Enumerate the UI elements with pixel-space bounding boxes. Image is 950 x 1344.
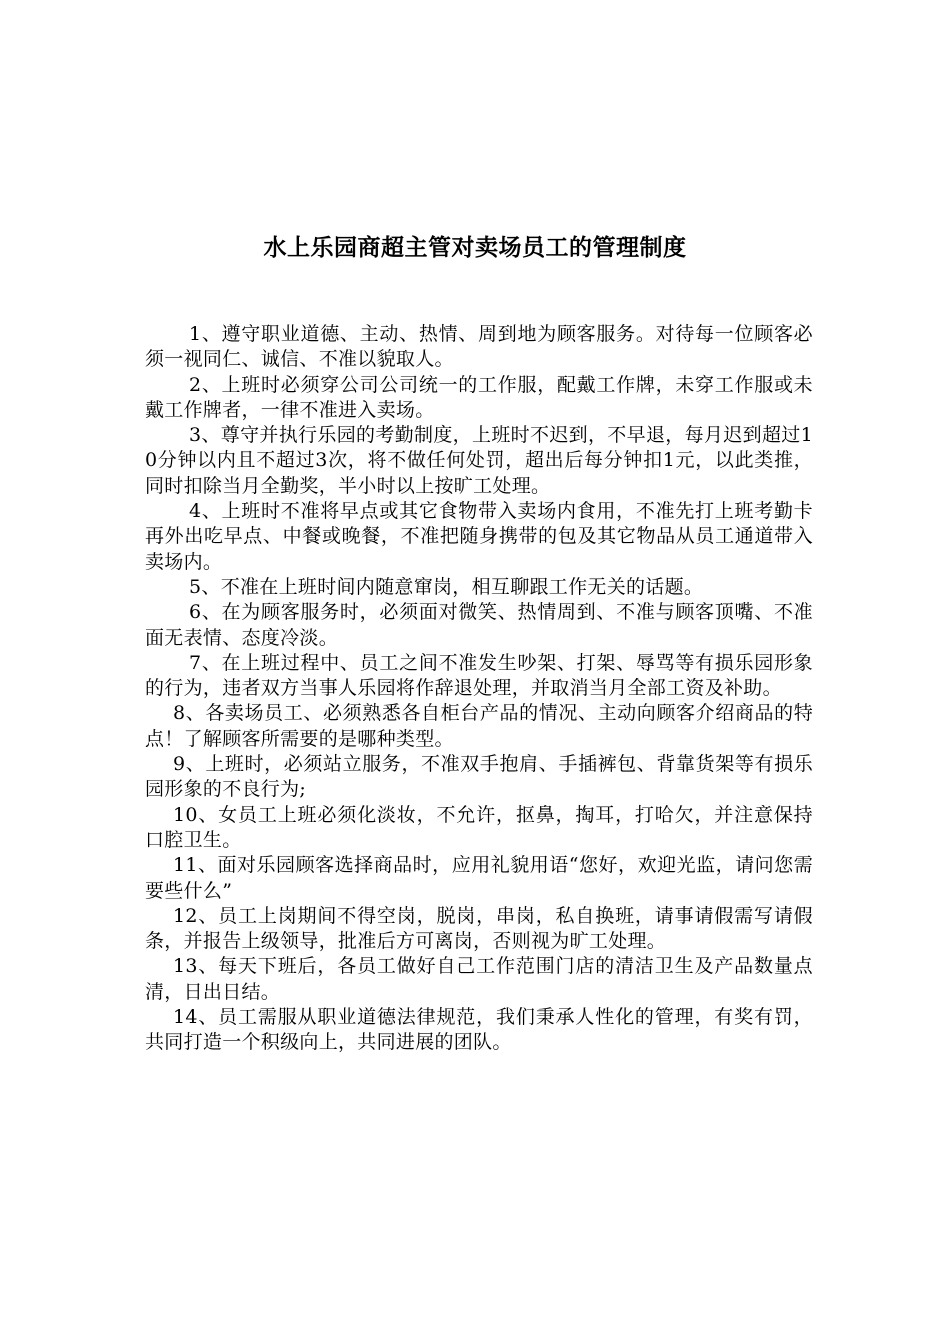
document-title: 水上乐园商超主管对卖场员工的管理制度 <box>263 235 687 261</box>
rule-paragraph-6: 6、在为顾客服务时，必须面对微笑、热情周到、不准与顾客顶嘴、不准面无表情、态度冷淡。 <box>145 601 813 649</box>
rule-paragraph-9: 9、上班时，必须站立服务，不准双手抱肩、手插裤包、背靠货架等有损乐园形象的不良行为; <box>145 753 813 801</box>
rule-paragraph-12: 12、员工上岗期间不得空岗，脱岗，串岗，私自换班，请事请假需写请假条，并报告上级领导，批准后方可离岗，否则视为旷工处理。 <box>145 904 813 953</box>
rule-paragraph-2: 2、上班时必须穿公司公司统一的工作服，配戴工作牌，未穿工作服或未戴工作牌者，一律不准进入卖场。 <box>145 373 813 421</box>
rule-paragraph-3: 3、尊守并执行乐园的考勤制度，上班时不迟到，不早退，每月迟到超过10分钟以内且不超过3次，将不做任何处罚，超出后每分钟扣1元，以此类推，同时扣除当月全勤奖，半小时以上按旷工处理。 <box>145 424 813 497</box>
rule-paragraph-13: 13、每天下班后，各员工做好自己工作范围门店的清洁卫生及产品数量点清，日出日结。 <box>145 955 813 1003</box>
rule-paragraph-5: 5、不准在上班时间内随意窜岗，相互聊跟工作无关的话题。 <box>189 575 704 598</box>
rule-paragraph-10: 10、女员工上班必须化淡妆，不允许，抠鼻，掏耳，打哈欠，并注意保持口腔卫生。 <box>145 803 813 851</box>
rule-paragraph-4: 4、上班时不准将早点或其它食物带入卖场内食用，不准先打上班考勤卡再外出吃早点、中餐或晚餐，不准把随身携带的包及其它物品从员工通道带入卖场内。 <box>145 500 813 573</box>
document-body <box>145 322 813 1056</box>
rule-paragraph-1: 1、遵守职业道德、主动、热情、周到地为顾客服务。对待每一位顾客必须一视同仁、诚信、不准以貌取人。 <box>145 323 813 371</box>
rule-paragraph-11: 11、面对乐园顾客选择商品时，应用礼貌用语“您好，欢迎光监，请问您需要些什么” <box>145 854 813 902</box>
rule-paragraph-8: 8、各卖场员工、必须熟悉各自柜台产品的情况、主动向顾客介绍商品的特点！了解顾客所需要的是哪种类型。 <box>145 702 813 750</box>
rule-paragraph-7: 7、在上班过程中、员工之间不准发生吵架、打架、辱骂等有损乐园形象的行为，违者双方当事人乐园将作辞退处理，并取消当月全部工资及补助。 <box>145 651 813 700</box>
rule-paragraph-14: 14、员工需服从职业道德法律规范，我们秉承人性化的管理，有奖有罚，共同打造一个积级向上，共同进展的团队。 <box>145 1006 813 1054</box>
